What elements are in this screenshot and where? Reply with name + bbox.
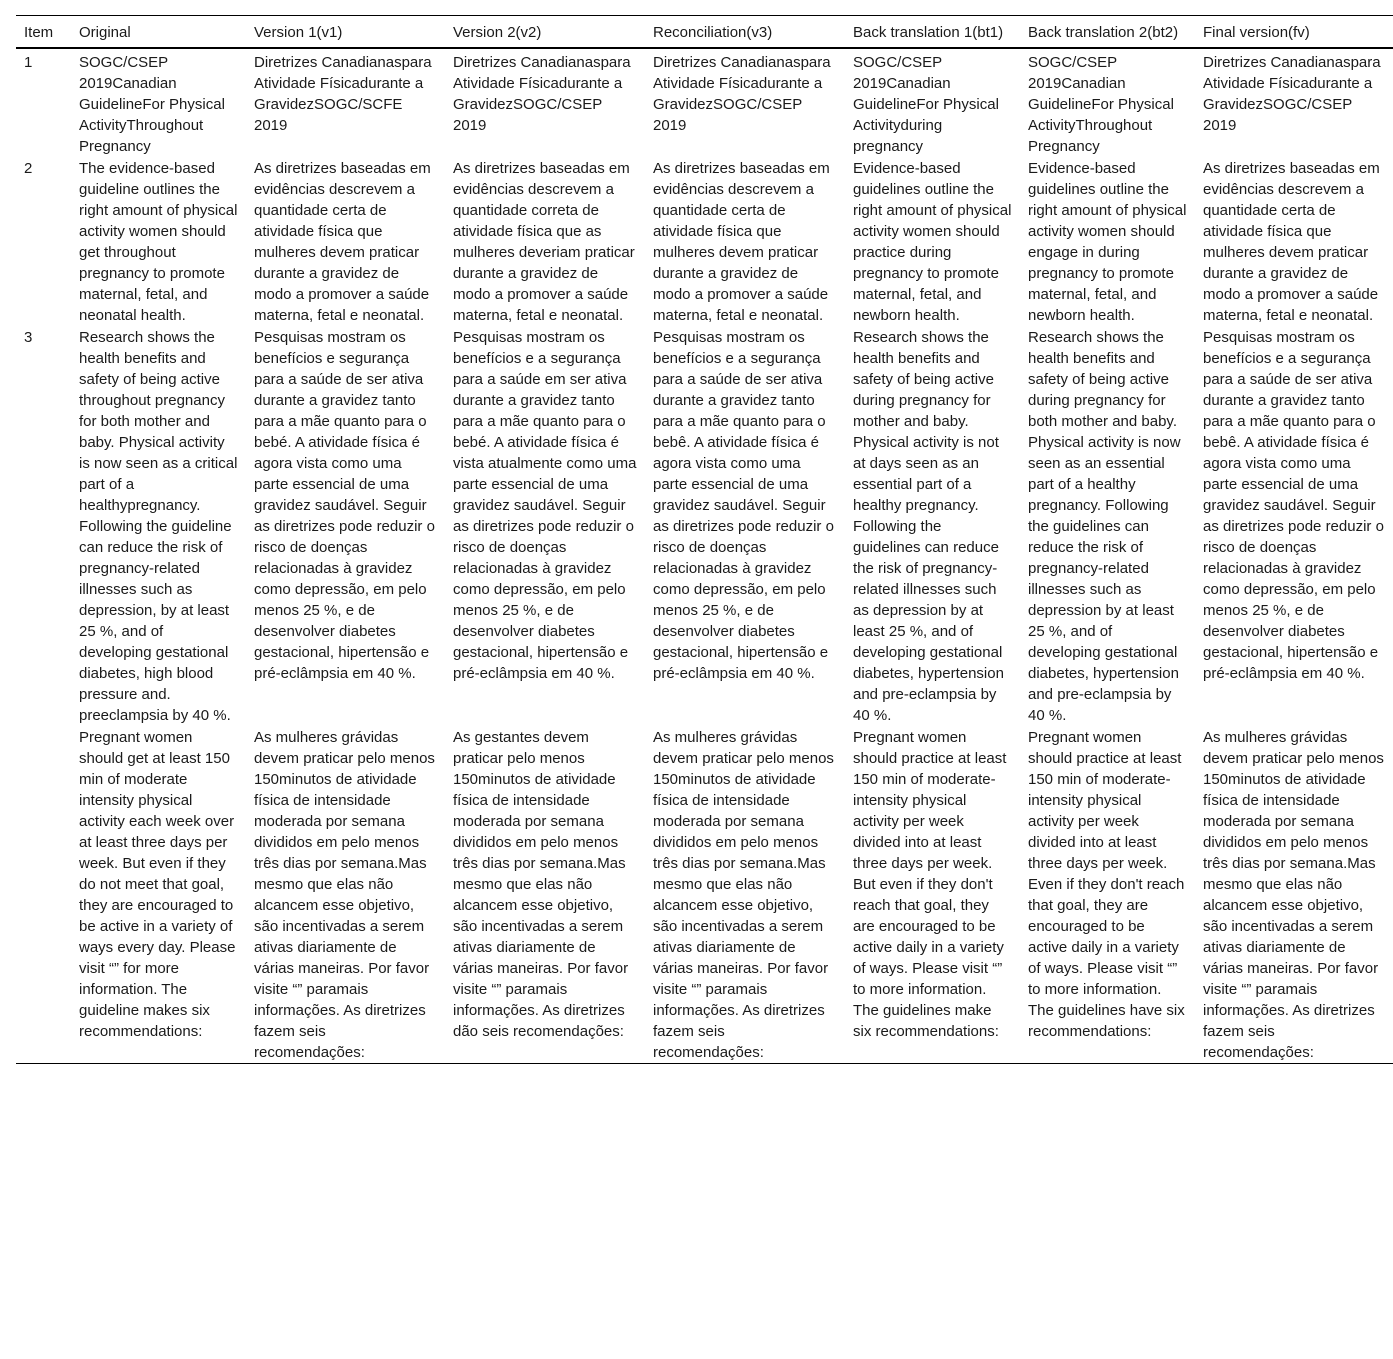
cell-original: SOGC/CSEP 2019Canadian GuidelineFor Physical ActivityThroughout Pregnancy <box>79 54 225 155</box>
cell-bt1: SOGC/CSEP 2019Canadian GuidelineFor Physical Activityduring pregnancy <box>853 54 999 155</box>
cell-v3: Pesquisas mostram os benefícios e a segurança para a saúde de ser ativa durante a gravidez tanto para a mãe quanto para o bebê. A atividade física é agora vista como uma parte essencial de uma gravidez saudável. Seguir as diretrizes pode reduzir o risco de doenças relacionadas à gravidez como depressão, em pelo menos 25 %, e de desenvolver diabetes gestacional, hipertensão e pré-eclâmpsia em 40 %. <box>653 329 834 682</box>
cell-v2: Diretrizes Canadianaspara Atividade Físicadurante a GravidezSOGC/CSEP 2019 <box>453 54 631 134</box>
table-row <box>16 157 1393 326</box>
cell-item: 1 <box>24 54 33 71</box>
cell-v3: As mulheres grávidas devem praticar pelo menos 150minutos de atividade física de intensidade moderada por semana divididos em pelo menos três dias por semana.Mas mesmo que elas não alcancem esse objetivo, são incentivadas a serem ativas diariamente de várias maneiras. Por favor visite “” paramais informações. As diretrizes fazem seis recomendações: <box>653 729 834 1061</box>
cell-bt2: Evidence-based guidelines outline the right amount of physical activity women should engage in during pregnancy to promote maternal, fetal, and newborn health. <box>1028 160 1187 324</box>
cell-v1: As mulheres grávidas devem praticar pelo menos 150minutos de atividade física de intensidade moderada por semana divididos em pelo menos três dias por semana.Mas mesmo que elas não alcancem esse objetivo, são incentivadas a serem ativas diariamente de várias maneiras. Por favor visite “” paramais informações. As diretrizes fazem seis recomendações: <box>254 729 435 1061</box>
header-reconciliation: Reconciliation(v3) <box>653 24 773 41</box>
cell-original: Research shows the health benefits and safety of being active throughout pregnancy for both mother and baby. Physical activity is now seen as a critical part of a healthypregnancy. Following the guideline can reduce the risk of pregnancy-related illnesses such as depression, by at least 25 %, and of developing gestational diabetes, high blood pressure and. preeclampsia by 40 %. <box>79 329 238 724</box>
cell-v2: As gestantes devem praticar pelo menos 150minutos de atividade física de intensidade moderada por semana divididos em pelo menos três dias por semana.Mas mesmo que elas não alcancem esse objetivo, são incentivadas a serem ativas diariamente de várias maneiras. Por favor visite “” paramais informações. As diretrizes dão seis recomendações: <box>453 729 629 1040</box>
cell-v2: Pesquisas mostram os benefícios e a segurança para a saúde em ser ativa durante a gravidez tanto para a mãe quanto para o bebé. A atividade física é vista atualmente como uma parte essencial de uma gravidez saudável. Seguir as diretrizes pode reduzir o risco de doenças relacionadas à gravidez como depressão, em pelo menos 25 %, e de desenvolver diabetes gestacional, hipertensão e pré-eclâmpsia em 40 %. <box>453 329 637 682</box>
translation-table-container <box>16 15 1393 1064</box>
table-row <box>16 48 1393 157</box>
table-row <box>16 326 1393 726</box>
cell-v1: As diretrizes baseadas em evidências descrevem a quantidade certa de atividade física que mulheres devem praticar durante a gravidez de modo a promover a saúde materna, fetal e neonatal. <box>254 160 431 324</box>
cell-bt1: Research shows the health benefits and safety of being active during pregnancy for mother and baby. Physical activity is not at days seen as an essential part of a healthy pregnancy. Following the guidelines can reduce the risk of pregnancy-related illnesses such as depression by at least 25 %, and of developing gestational diabetes, hypertension and pre-eclampsia by 40 %. <box>853 329 1004 724</box>
table-header <box>16 16 1393 49</box>
cell-v2: As diretrizes baseadas em evidências descrevem a quantidade correta de atividade física que as mulheres deveriam praticar durante a gravidez de modo a promover a saúde materna, fetal e neonatal. <box>453 160 635 324</box>
cell-bt2: SOGC/CSEP 2019Canadian GuidelineFor Physical ActivityThroughout Pregnancy <box>1028 54 1174 155</box>
cell-item: 2 <box>24 160 33 177</box>
header-version-2: Version 2(v2) <box>453 24 542 41</box>
cell-fv: Diretrizes Canadianaspara Atividade Físicadurante a GravidezSOGC/CSEP 2019 <box>1203 54 1381 134</box>
table-row <box>16 726 1393 1064</box>
cell-bt2: Research shows the health benefits and safety of being active during pregnancy for both mother and baby. Physical activity is now seen as an essential part of a healthy pregnancy. Following the guidelines can reduce the risk of pregnancy-related illnesses such as depression by at least 25 %, and of developing gestational diabetes, hypertension and pre-eclampsia by 40 %. <box>1028 329 1181 724</box>
cell-fv: Pesquisas mostram os benefícios e a segurança para a saúde de ser ativa durante a gravidez tanto para a mãe quanto para o bebê. A atividade física é agora vista como uma parte essencial de uma gravidez saudável. Seguir as diretrizes pode reduzir o risco de doenças relacionadas à gravidez como depressão, em pelo menos 25 %, e de desenvolver diabetes gestacional, hipertensão e pré-eclâmpsia em 40 %. <box>1203 329 1384 682</box>
header-version-1: Version 1(v1) <box>254 24 343 41</box>
cell-v1: Pesquisas mostram os benefícios e segurança para a saúde de ser ativa durante a gravidez tanto para a mãe quanto para o bebé. A atividade física é agora vista como uma parte essencial de uma gravidez saudável. Seguir as diretrizes pode reduzir o risco de doenças relacionadas à gravidez como depressão, em pelo menos 25 %, e de desenvolver diabetes gestacional, hipertensão e pré-eclâmpsia em 40 %. <box>254 329 435 682</box>
cell-bt1: Pregnant women should practice at least 150 min of moderate-intensity physical activity per week divided into at least three days per week. But even if they don't reach that goal, they are encouraged to be active daily in a variety of ways. Please visit “” to more information. The guidelines make six recommendations: <box>853 729 1007 1040</box>
cell-bt1: Evidence-based guidelines outline the right amount of physical activity women should practice during pregnancy to promote maternal, fetal, and newborn health. <box>853 160 1012 324</box>
cell-item: 3 <box>24 329 33 346</box>
cell-original: The evidence-based guideline outlines the right amount of physical activity women should get throughout pregnancy to promote maternal, fetal, and neonatal health. <box>79 160 238 324</box>
cell-fv: As diretrizes baseadas em evidências descrevem a quantidade certa de atividade física que mulheres devem praticar durante a gravidez de modo a promover a saúde materna, fetal e neonatal. <box>1203 160 1380 324</box>
header-back-translation-1: Back translation 1(bt1) <box>853 24 1004 41</box>
cell-fv: As mulheres grávidas devem praticar pelo menos 150minutos de atividade física de intensidade moderada por semana divididos em pelo menos três dias por semana.Mas mesmo que elas não alcancem esse objetivo, são incentivadas a serem ativas diariamente de várias maneiras. Por favor visite “” paramais informações. As diretrizes fazem seis recomendações: <box>1203 729 1384 1061</box>
header-original: Original <box>79 24 131 41</box>
cell-v3: Diretrizes Canadianaspara Atividade Físicadurante a GravidezSOGC/CSEP 2019 <box>653 54 831 134</box>
cell-original: Pregnant women should get at least 150 min of moderate intensity physical activity each week over at least three days per week. But even if they do not meet that goal, they are encouraged to be active in a variety of ways every day. Please visit “” for more information. The guideline makes six recommendations: <box>79 729 236 1040</box>
header-item: Item <box>24 24 54 41</box>
cell-v3: As diretrizes baseadas em evidências descrevem a quantidade certa de atividade física que mulheres devem praticar durante a gravidez de modo a promover a saúde materna, fetal e neonatal. <box>653 160 830 324</box>
header-row <box>16 16 1393 49</box>
cell-v1: Diretrizes Canadianaspara Atividade Físicadurante a GravidezSOGC/SCFE 2019 <box>254 54 432 134</box>
cell-item <box>16 726 71 1064</box>
header-back-translation-2: Back translation 2(bt2) <box>1028 24 1179 41</box>
table-body <box>16 48 1393 1064</box>
cell-bt2: Pregnant women should practice at least 150 min of moderate-intensity physical activity per week divided into at least three days per week. Even if they don't reach that goal, they are encouraged to be active daily in a variety of ways. Please visit “” to more information. The guidelines have six recommendations: <box>1028 729 1185 1040</box>
header-final-version: Final version(fv) <box>1203 24 1310 41</box>
translation-table <box>16 15 1393 1064</box>
